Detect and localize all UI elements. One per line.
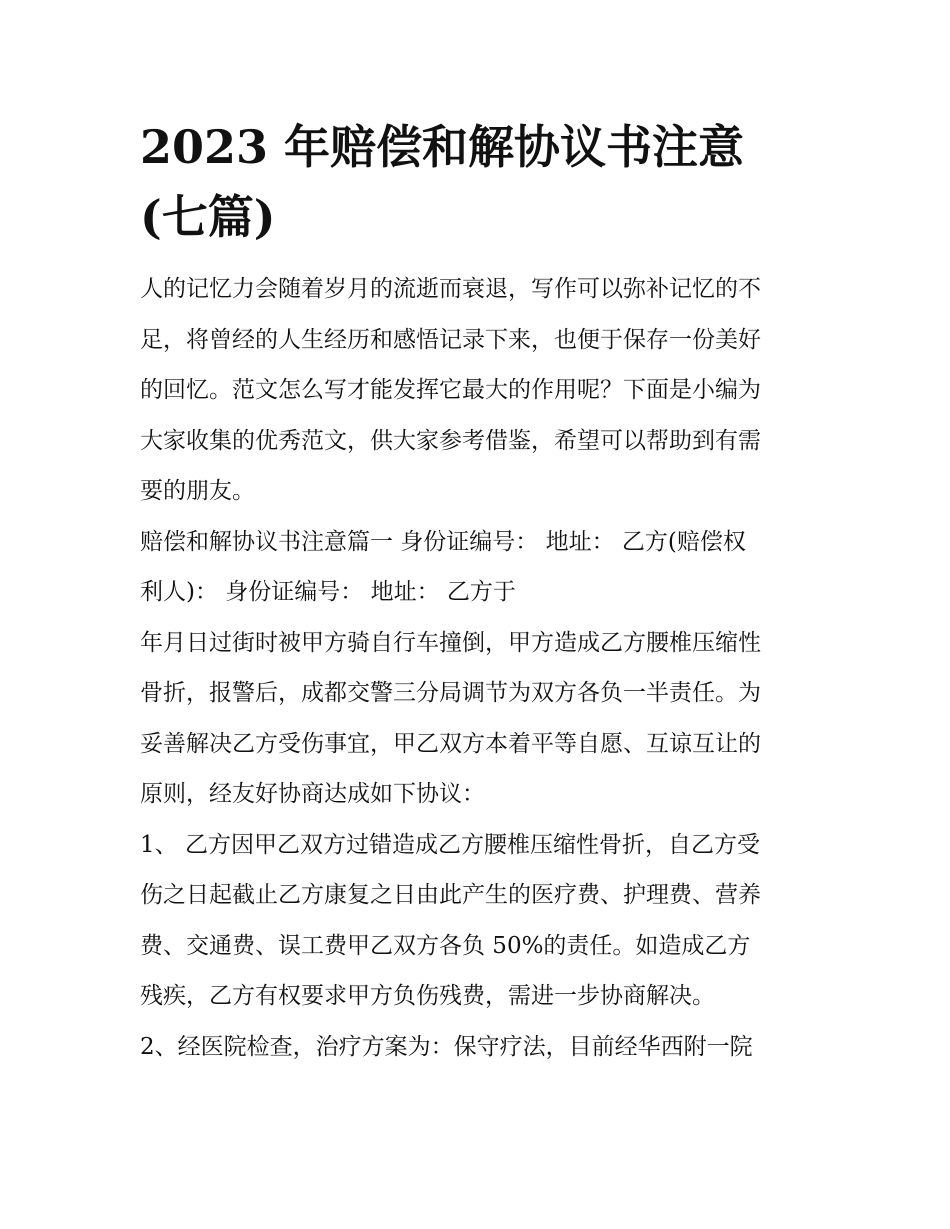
text-line: 伤之日起截止乙方康复之日由此产生的医疗费、护理费、营养 — [140, 882, 761, 908]
intro-paragraph — [140, 264, 820, 517]
title-line: 2023 年赔偿和解协议书注意 — [140, 120, 745, 174]
text-line: 2、经医院检查，治疗方案为：保守疗法，目前经华西附一院 — [140, 1033, 753, 1060]
text-line: 大家收集的优秀范文，供大家参考借鉴，希望可以帮助到有需 — [140, 427, 761, 454]
text-line: 骨折，报警后，成都交警三分局调节为双方各负一半责任。为 — [140, 680, 761, 706]
text-line: 1、 乙方因甲乙双方过错造成乙方腰椎压缩性骨折，自乙方受 — [140, 831, 760, 858]
text-line: 足，将曾经的人生经历和感悟记录下来，也便于保存一份美好 — [140, 326, 761, 353]
clause-2-paragraph — [140, 1022, 820, 1073]
text-line: 赔偿和解协议书注意篇一 身份证编号： 地址： 乙方(赔偿权 — [140, 528, 746, 555]
text-line: 原则，经友好协商达成如下协议： — [140, 781, 485, 807]
text-line: 要的朋友。 — [140, 478, 255, 504]
text-line: 人的记忆力会随着岁月的流逝而衰退，写作可以弥补记忆的不 — [140, 276, 761, 302]
text-line: 妥善解决乙方受伤事宜，甲乙双方本着平等自愿、互谅互让的 — [140, 730, 761, 757]
clause-1-paragraph — [140, 820, 820, 1022]
text-line: 年月日过街时被甲方骑自行车撞倒，甲方造成乙方腰椎压缩性 — [140, 629, 761, 656]
title-line: (七篇) — [140, 190, 276, 244]
text-line: 利人)： 身份证编号： 地址： 乙方于 — [140, 579, 516, 605]
text-line: 费、交通费、误工费甲乙双方各负 50%的责任。如造成乙方 — [140, 932, 751, 959]
document-page — [140, 112, 820, 1072]
text-line: 残疾，乙方有权要求甲方负伤残费，需进一步协商解决。 — [140, 983, 715, 1009]
document-title — [140, 112, 820, 252]
incident-paragraph — [140, 618, 820, 820]
text-line: 的回忆。范文怎么写才能发挥它最大的作用呢？下面是小编为 — [140, 377, 761, 403]
article-one-header-paragraph — [140, 517, 820, 618]
